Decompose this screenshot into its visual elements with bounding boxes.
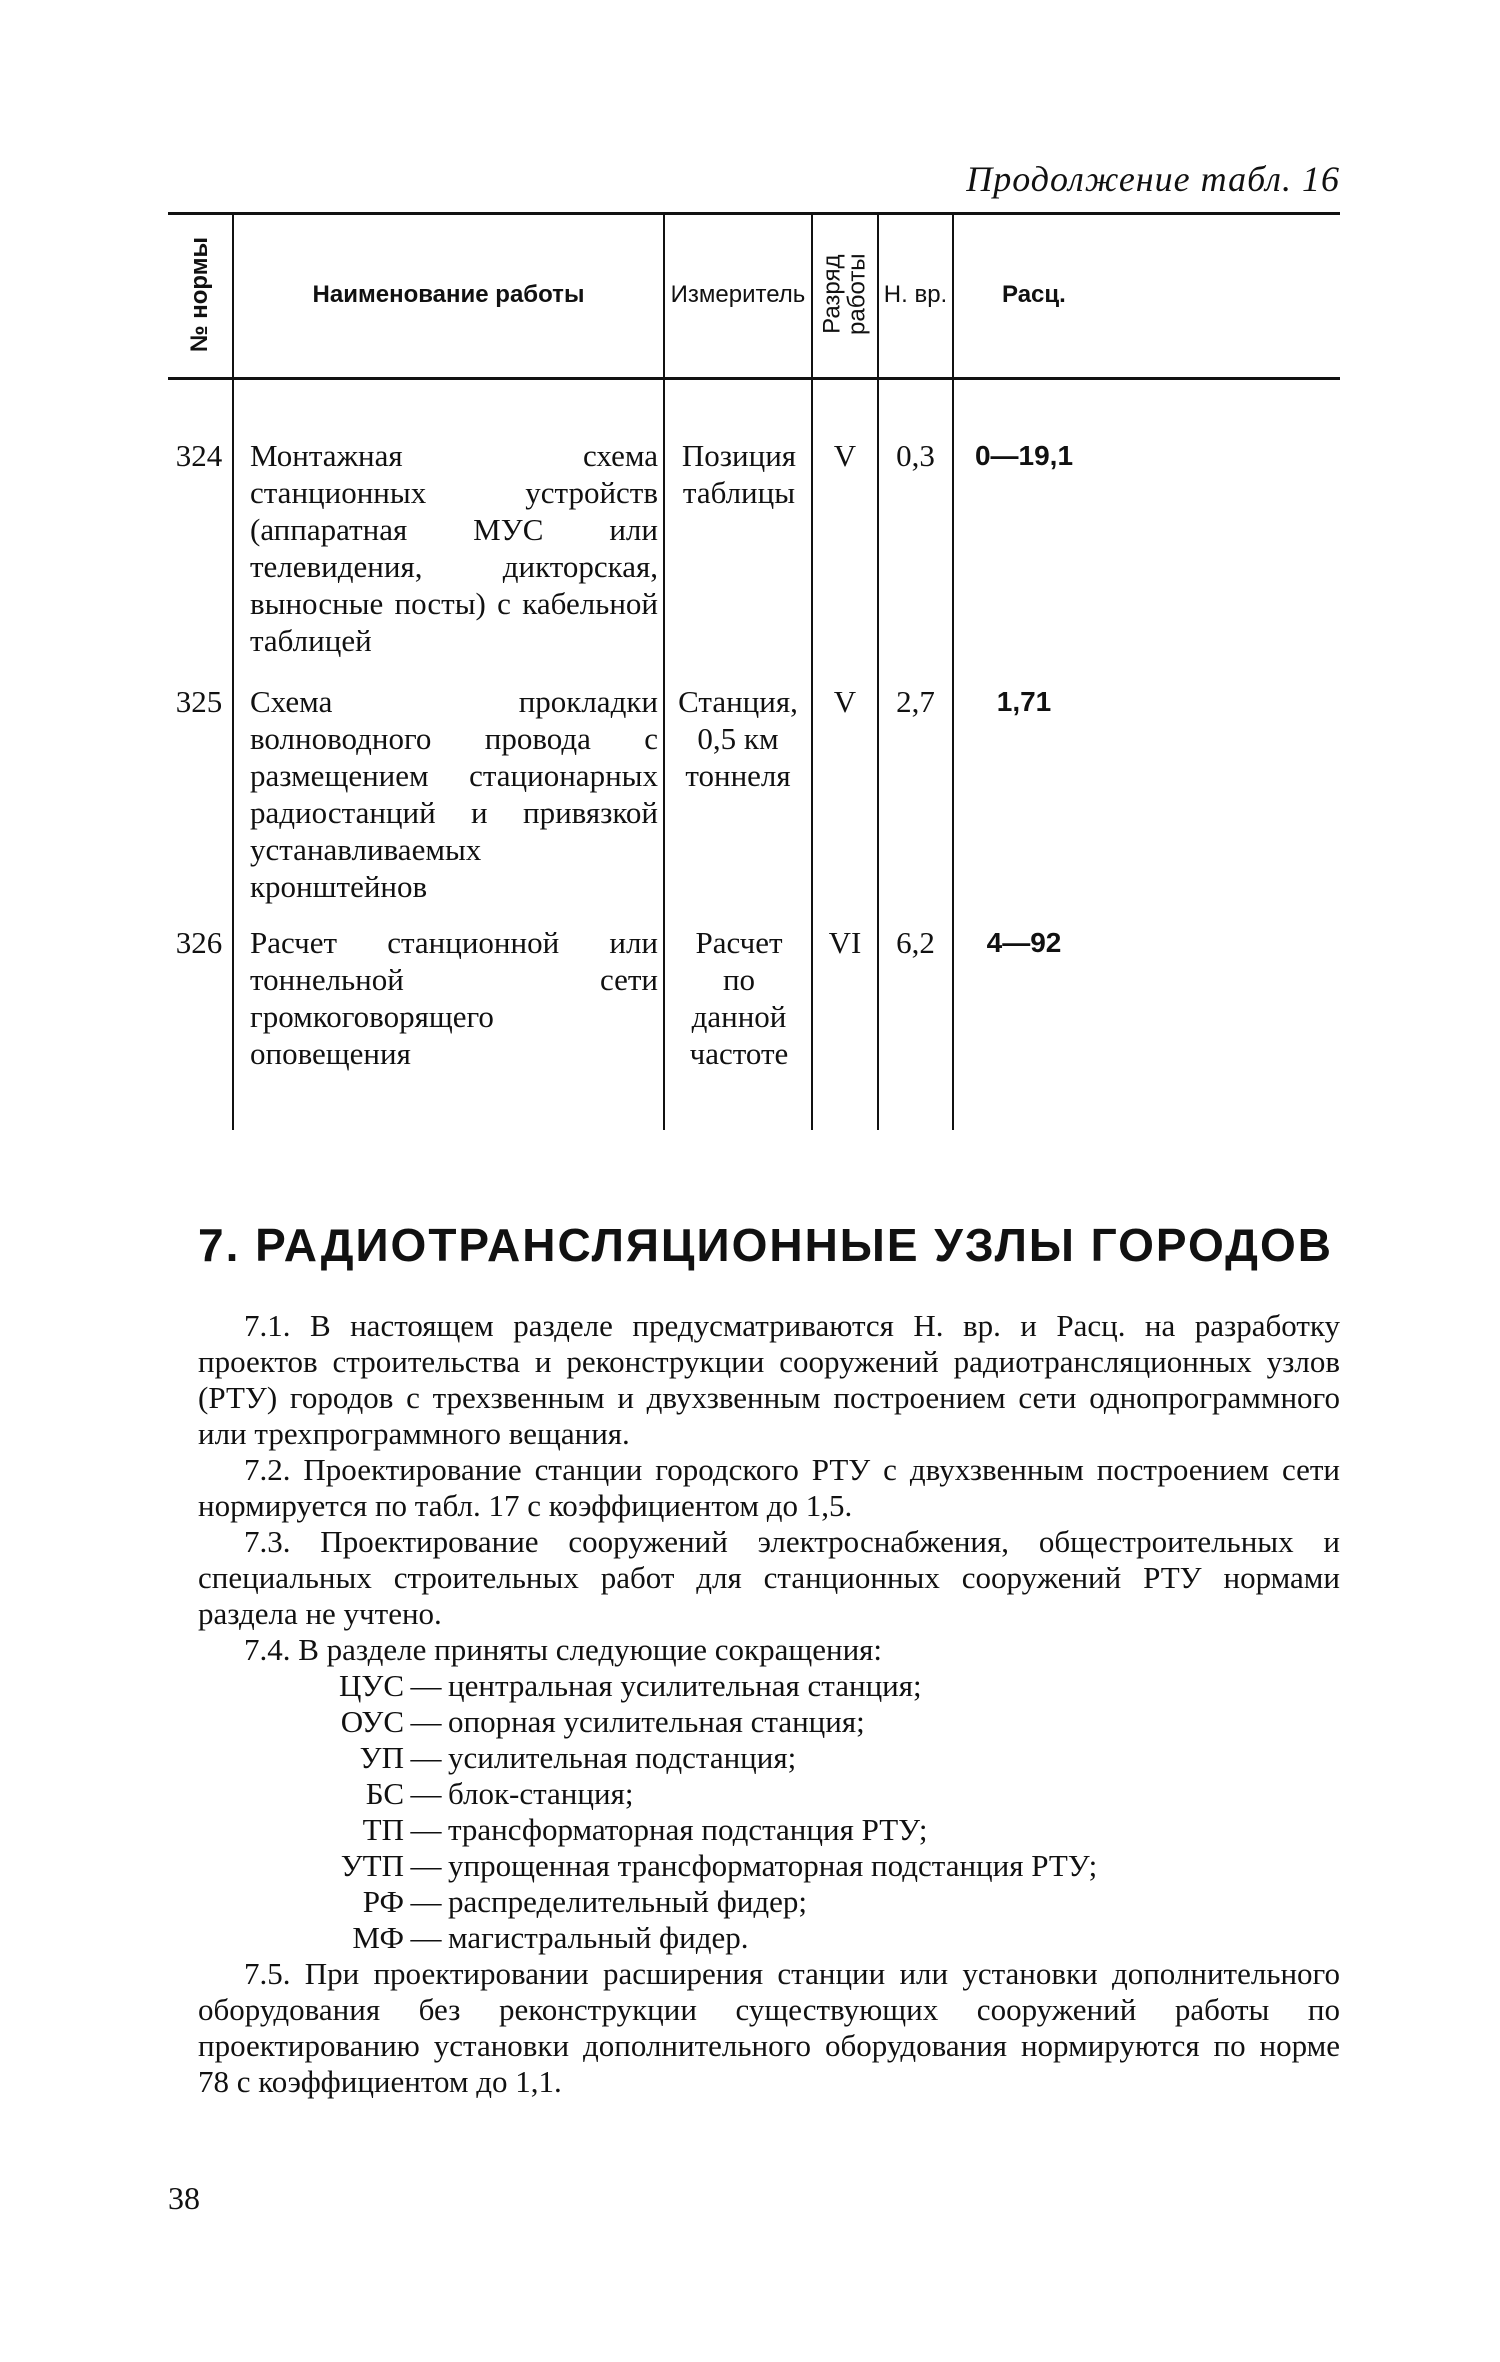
abbreviation-meaning: опорная усилительная станция;: [448, 1704, 865, 1739]
abbreviation-meaning: центральная усилительная станция;: [448, 1668, 922, 1703]
row-unit: Расчет по данной частоте: [689, 925, 789, 1071]
abbreviation-meaning: усилительная подстанция;: [448, 1740, 797, 1775]
table-header-rule: [168, 377, 1340, 380]
page-number: 38: [168, 2180, 200, 2216]
row-grade: V: [833, 438, 857, 473]
paragraph: 7.3. Проектирование сооружений электроснабжения, общестроительных и специальных строительных работ для станционных сооружений РТУ нормами раздела не учтено.: [198, 1524, 1340, 1631]
dash: —: [410, 1920, 442, 1955]
section-body: [198, 1308, 1340, 2100]
abbreviation-meaning: трансформаторная подстанция РТУ;: [448, 1812, 928, 1847]
abbreviation-meaning: блок-станция;: [448, 1776, 634, 1811]
section-title: 7. РАДИОТРАНСЛЯЦИОННЫЕ УЗЛЫ ГОРОДОВ: [198, 1219, 1333, 1271]
list-item: [198, 1776, 1340, 1812]
list-item: [198, 1812, 1340, 1848]
abbreviation: УТП: [340, 1848, 404, 1883]
row-rate: 4—92: [986, 927, 1062, 958]
row-name: Расчет станционной или тоннельной сети громкоговорящего оповещения: [250, 925, 658, 1071]
abbreviation-meaning: магистральный фидер.: [448, 1920, 749, 1955]
dash: —: [410, 1704, 442, 1739]
abbreviation: БС: [365, 1776, 404, 1811]
header-grade: Разряд работы: [818, 253, 872, 336]
abbreviation: РФ: [362, 1884, 404, 1919]
abbreviation: МФ: [352, 1920, 404, 1955]
list-item: [198, 1920, 1340, 1956]
row-hours: 0,3: [896, 438, 935, 473]
abbreviation: ЦУС: [338, 1668, 404, 1703]
abbreviation: ОУС: [340, 1704, 404, 1739]
norms-table: [168, 212, 1340, 1130]
row-hours: 6,2: [896, 925, 935, 960]
row-rate: 1,71: [996, 686, 1052, 717]
row-number: 324: [175, 438, 223, 473]
abbreviation-meaning: распределительный фидер;: [448, 1884, 808, 1919]
paragraph: 7.1. В настоящем разделе предусматриваются Н. вр. и Расц. на разработку проектов строительства и реконструкции сооружений радиотрансляционных узлов (РТУ) городов с трехзвенным и двухзвенным построением сети однопрограммного или трехпрограммного вещания.: [198, 1308, 1340, 1451]
row-hours: 2,7: [896, 684, 935, 719]
row-number: 326: [175, 925, 223, 960]
paragraph: 7.4. В разделе приняты следующие сокращения:: [244, 1632, 883, 1667]
list-item: [198, 1704, 1340, 1740]
dash: —: [410, 1668, 442, 1703]
row-unit: Позиция таблицы: [681, 438, 797, 510]
abbreviation: ТП: [362, 1812, 404, 1847]
paragraph: 7.5. При проектировании расширения станции или установки дополнительного оборудования без реконструкции существующих сооружений работы по проектированию установки дополнительного оборудования нормируются по норме 78 с коэффициентом до 1,1.: [198, 1956, 1340, 2099]
row-number: 325: [175, 684, 223, 719]
dash: —: [410, 1848, 442, 1883]
list-item: [198, 1848, 1340, 1884]
abbreviation-list: [198, 1668, 1340, 1956]
list-item: [198, 1884, 1340, 1920]
row-grade: VI: [828, 925, 862, 960]
paragraph: 7.2. Проектирование станции городского РТУ с двухзвенным построением сети нормируется по табл. 17 с коэффициентом до 1,5.: [198, 1452, 1340, 1523]
dash: —: [410, 1740, 442, 1775]
header-unit: Измеритель: [670, 280, 806, 308]
list-item: [198, 1740, 1340, 1776]
dash: —: [410, 1776, 442, 1811]
table-continuation-label: Продолжение табл. 16: [966, 159, 1340, 199]
row-name: Монтажная схема станционных устройств (аппаратная МУС или телевидения, дикторская, выносные посты) с кабельной таблицей: [250, 438, 658, 658]
header-number: № нормы: [186, 236, 214, 353]
header-name: Наименование работы: [312, 280, 585, 308]
row-unit: Станция, 0,5 км тоннеля: [678, 684, 798, 793]
row-rate: 0—19,1: [974, 440, 1074, 471]
row-grade: V: [833, 684, 857, 719]
dash: —: [410, 1884, 442, 1919]
list-item: [198, 1668, 1340, 1704]
row-name: Схема прокладки волноводного провода с размещением стационарных радиостанций и привязкой устанавливаемых кронштейнов: [250, 684, 658, 904]
header-hours: Н. вр.: [883, 280, 948, 308]
abbreviation: УП: [359, 1740, 404, 1775]
dash: —: [410, 1812, 442, 1847]
abbreviation-meaning: упрощенная трансформаторная подстанция РТУ;: [448, 1848, 1098, 1883]
header-rate: Расц.: [1002, 280, 1066, 308]
